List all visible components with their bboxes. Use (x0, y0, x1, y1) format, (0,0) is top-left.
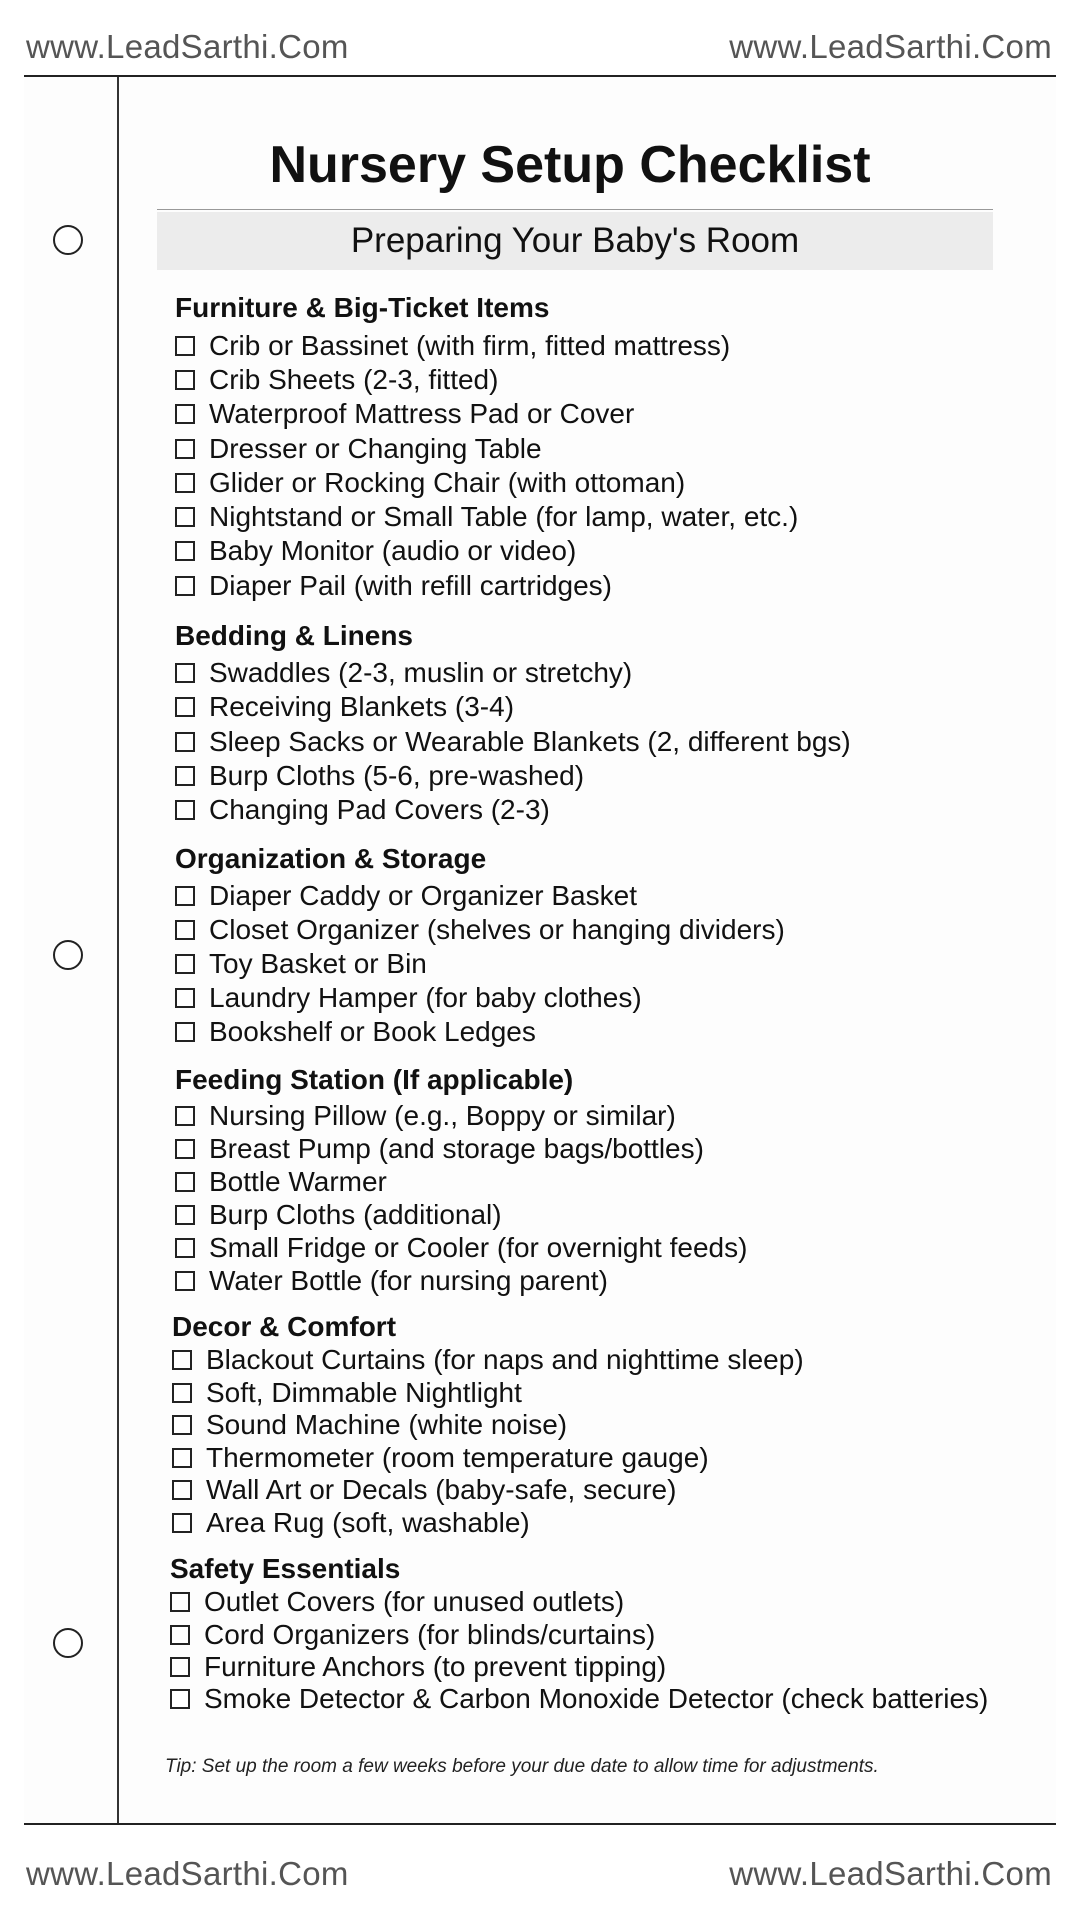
checklist-item[interactable] (175, 1133, 704, 1165)
checkbox-icon[interactable] (172, 1383, 192, 1403)
checkbox-icon[interactable] (175, 404, 195, 424)
item-label: Bottle Warmer (209, 1166, 387, 1197)
section-heading-decor: Decor & Comfort (172, 1311, 397, 1342)
checkbox-icon[interactable] (175, 1106, 195, 1126)
item-label: Toy Basket or Bin (209, 948, 427, 979)
checklist-item[interactable] (175, 760, 584, 792)
checkbox-icon[interactable] (175, 1238, 195, 1258)
checkbox-icon[interactable] (170, 1689, 190, 1709)
checklist-item[interactable] (170, 1683, 988, 1715)
item-label: Cord Organizers (for blinds/curtains) (204, 1619, 656, 1650)
checklist-item[interactable] (175, 880, 637, 912)
item-label: Swaddles (2-3, muslin or stretchy) (209, 657, 633, 688)
checkbox-icon[interactable] (175, 697, 195, 717)
checklist-item[interactable] (172, 1507, 530, 1539)
checklist-item[interactable] (170, 1586, 624, 1618)
checkbox-icon[interactable] (175, 1271, 195, 1291)
page-subtitle: Preparing Your Baby's Room (350, 221, 800, 260)
checklist-item[interactable] (172, 1344, 804, 1376)
checklist-item[interactable] (172, 1377, 522, 1409)
item-label: Furniture Anchors (to prevent tipping) (204, 1651, 667, 1682)
checkbox-icon[interactable] (175, 663, 195, 683)
checklist-item[interactable] (175, 914, 785, 946)
checkbox-icon[interactable] (175, 988, 195, 1008)
item-label: Diaper Pail (with refill cartridges) (209, 570, 613, 601)
section-heading-feeding: Feeding Station (If applicable) (175, 1064, 574, 1095)
subtitle-band (157, 212, 993, 270)
checklist-item[interactable] (175, 330, 730, 362)
item-label: Outlet Covers (for unused outlets) (204, 1586, 625, 1617)
checklist-item[interactable] (175, 657, 632, 689)
item-label: Breast Pump (and storage bags/bottles) (209, 1133, 704, 1164)
checklist-item[interactable] (175, 398, 634, 430)
checkbox-icon[interactable] (172, 1480, 192, 1500)
item-label: Laundry Hamper (for baby clothes) (209, 982, 642, 1013)
item-label: Water Bottle (for nursing parent) (209, 1265, 608, 1296)
checkbox-icon[interactable] (175, 920, 195, 940)
checklist-item[interactable] (172, 1442, 709, 1474)
item-label: Waterproof Mattress Pad or Cover (209, 398, 635, 429)
checklist-item[interactable] (172, 1474, 676, 1506)
item-label: Wall Art or Decals (baby-safe, secure) (206, 1474, 677, 1505)
item-label: Sleep Sacks or Wearable Blankets (2, different bgs) (209, 726, 851, 757)
checklist-item[interactable] (175, 501, 798, 533)
watermark-bottom-right: www.LeadSarthi.Com (729, 1855, 1052, 1892)
item-label: Baby Monitor (audio or video) (209, 535, 577, 566)
checkbox-icon[interactable] (175, 473, 195, 493)
checkbox-icon[interactable] (172, 1415, 192, 1435)
item-label: Glider or Rocking Chair (with ottoman) (209, 467, 686, 498)
checkbox-icon[interactable] (175, 954, 195, 974)
section-heading-bedding: Bedding & Linens (175, 620, 413, 651)
item-label: Crib Sheets (2-3, fitted) (209, 364, 499, 395)
checklist-item[interactable] (175, 570, 612, 602)
bottom-divider (24, 1823, 1056, 1825)
item-label: Nightstand or Small Table (for lamp, water, etc.) (209, 501, 799, 532)
item-label: Nursing Pillow (e.g., Boppy or similar) (209, 1100, 676, 1131)
checklist-item[interactable] (170, 1651, 666, 1683)
checkbox-icon[interactable] (175, 800, 195, 820)
checklist-item[interactable] (175, 1166, 387, 1198)
checklist-item[interactable] (175, 1199, 502, 1231)
checklist-item[interactable] (175, 691, 514, 723)
checkbox-icon[interactable] (175, 1172, 195, 1192)
section-heading-safety: Safety Essentials (170, 1553, 401, 1584)
checklist-item[interactable] (175, 467, 685, 499)
checklist-item[interactable] (175, 1100, 676, 1132)
checkbox-icon[interactable] (170, 1625, 190, 1645)
checkbox-icon[interactable] (175, 1022, 195, 1042)
binder-hole-icon (53, 940, 83, 970)
checkbox-icon[interactable] (170, 1657, 190, 1677)
checkbox-icon[interactable] (175, 1205, 195, 1225)
checklist-item[interactable] (175, 1265, 608, 1297)
section-heading-organization: Organization & Storage (175, 843, 487, 874)
binder-hole-icon (53, 1628, 83, 1658)
item-label: Small Fridge or Cooler (for overnight feeds) (209, 1232, 748, 1263)
item-label: Soft, Dimmable Nightlight (206, 1377, 522, 1408)
checkbox-icon[interactable] (175, 507, 195, 527)
checkbox-icon[interactable] (175, 576, 195, 596)
checkbox-icon[interactable] (175, 1139, 195, 1159)
item-label: Receiving Blankets (3-4) (209, 691, 515, 722)
checklist-item[interactable] (175, 1232, 747, 1264)
checkbox-icon[interactable] (175, 886, 195, 906)
item-label: Smoke Detector & Carbon Monoxide Detector (check batteries) (204, 1683, 989, 1714)
item-label: Crib or Bassinet (with firm, fitted mattress) (209, 330, 731, 361)
margin-line (117, 77, 119, 1823)
checklist-item[interactable] (175, 726, 851, 758)
binder-hole-icon (53, 225, 83, 255)
title-divider (157, 209, 993, 210)
checkbox-icon[interactable] (175, 766, 195, 786)
watermark-bottom-left: www.LeadSarthi.Com (26, 1855, 349, 1892)
checklist-item[interactable] (175, 1016, 536, 1048)
checkbox-icon[interactable] (175, 732, 195, 752)
checklist-item[interactable] (175, 535, 576, 567)
item-label: Blackout Curtains (for naps and nighttime sleep) (206, 1344, 804, 1375)
checkbox-icon[interactable] (172, 1350, 192, 1370)
checklist-item[interactable] (172, 1409, 567, 1441)
checklist-item[interactable] (175, 364, 498, 396)
watermark-top-right: www.LeadSarthi.Com (729, 28, 1052, 65)
checkbox-icon[interactable] (175, 370, 195, 390)
item-label: Closet Organizer (shelves or hanging dividers) (209, 914, 785, 945)
checklist-item[interactable] (175, 948, 427, 980)
item-label: Changing Pad Covers (2-3) (209, 794, 550, 825)
checklist-item[interactable] (170, 1619, 655, 1651)
checklist-item[interactable] (175, 982, 642, 1014)
section-heading-furniture: Furniture & Big-Ticket Items (175, 292, 550, 323)
item-label: Sound Machine (white noise) (206, 1409, 568, 1440)
item-label: Burp Cloths (additional) (209, 1199, 502, 1230)
checkbox-icon[interactable] (172, 1448, 192, 1468)
watermark-top-left: www.LeadSarthi.Com (26, 28, 349, 65)
checklist-item[interactable] (175, 794, 550, 826)
checkbox-icon[interactable] (172, 1513, 192, 1533)
checkbox-icon[interactable] (175, 336, 195, 356)
checkbox-icon[interactable] (175, 439, 195, 459)
item-label: Diaper Caddy or Organizer Basket (209, 880, 637, 911)
tip-note: Tip: Set up the room a few weeks before your due date to allow time for adjustments. (165, 1756, 879, 1777)
page-title: Nursery Setup Checklist (269, 136, 871, 194)
item-label: Bookshelf or Book Ledges (209, 1016, 536, 1047)
item-label: Burp Cloths (5-6, pre-washed) (209, 760, 585, 791)
item-label: Thermometer (room temperature gauge) (206, 1442, 709, 1473)
checklist-item[interactable] (175, 433, 542, 465)
checkbox-icon[interactable] (175, 541, 195, 561)
checkbox-icon[interactable] (170, 1592, 190, 1612)
item-label: Area Rug (soft, washable) (206, 1507, 530, 1538)
item-label: Dresser or Changing Table (209, 433, 542, 464)
